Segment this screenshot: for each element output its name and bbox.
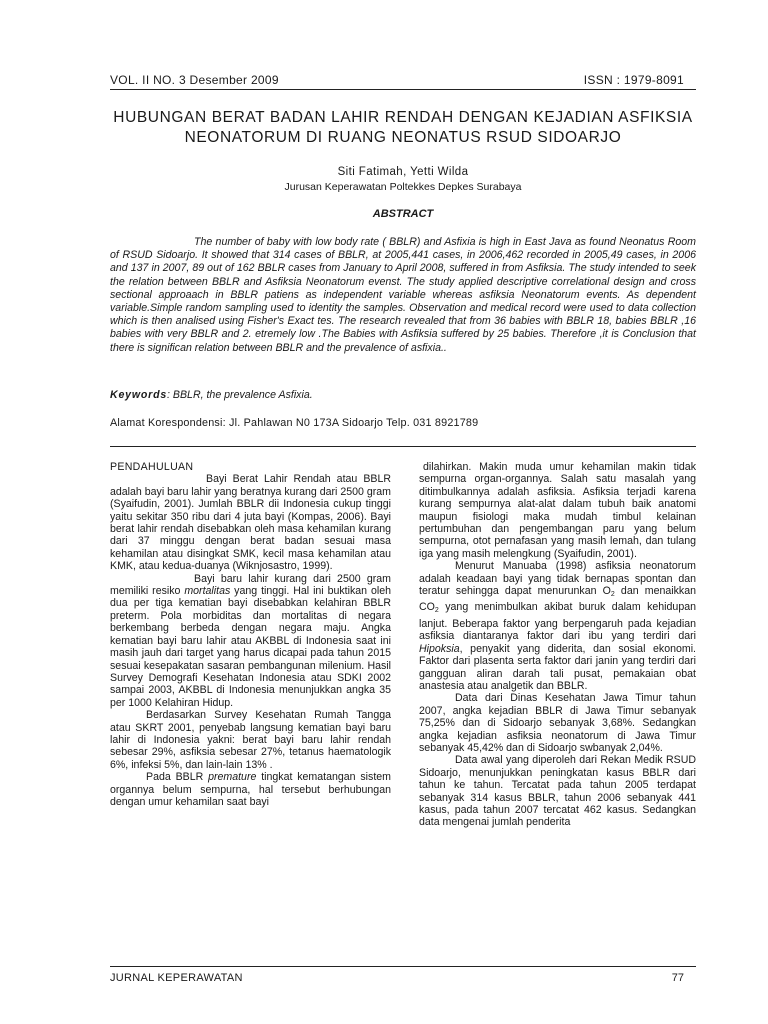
- affiliation: Jurusan Keperawatan Poltekkes Depkes Surabaya: [284, 181, 522, 193]
- header-rule: [110, 89, 696, 90]
- text-run: yang menimbulkan akibat buruk dalam kehidupan lanjut. Beberapa faktor yang berpengaruh pada kejadian asfiksia diantaranya faktor dari ibu yang terdiri dari: [419, 601, 696, 643]
- paragraph: Data dari Dinas Kesehatan Jawa Timur tahun 2007, angka kejadian BBLR di Jawa Timur sebanyak 75,25% dan di Sidoarjo sebanyak 3,68%. Sedangkan angka kejadian asfiksia neonatorum di Jawa Timur sebanyak 45,42% dan di Sidoarjo swbanyak 2,04%.: [419, 692, 696, 754]
- paragraph: Berdasarkan Survey Kesehatan Rumah Tangga atau SKRT 2001, penyebab langsung kematian bayi baru lahir di Indonesia yakni: berat bayi baru lahir rendah sebesar 29%, asfiksia sebesar 27%, tetanus haematologik 6%, infeksi 5%, dan lain-lain 13% .: [110, 709, 391, 771]
- correspondence-address: Alamat Korespondensi: Jl. Pahlawan N0 173A Sidoarjo Telp. 031 8921789: [110, 417, 479, 429]
- footer-rule: [110, 966, 696, 967]
- journal-volume: VOL. II NO. 3 Desember 2009: [110, 73, 279, 87]
- paragraph: Bayi Berat Lahir Rendah atau BBLR adalah bayi baru lahir yang beratnya kurang dari 2500 gram (Syaifudin, 2001). Jumlah BBLR dii Indonesia cukup tinggi yaitu sekitar 350 ribu dari 4 juta bayi (Kompas, 2006). Bayi berat lahir rendah disebabkan oleh masa kehamilan kurang dari 37 minggu dengan berat badan sesuai masa kehamilan atau disingkat SMK, kecil masa kehamilan atau KMK, atau kedua-duanya (Wiknjosastro, 1999).: [110, 473, 391, 573]
- paper-title-line-1: HUBUNGAN BERAT BADAN LAHIR RENDAH DENGAN KEJADIAN ASFIKSIA: [113, 109, 693, 126]
- paragraph: [419, 560, 696, 692]
- text-run: Bayi baru lahir kurang dari 2500 gram memiliki resiko: [110, 572, 391, 598]
- section-rule: [110, 446, 696, 447]
- keywords: [110, 389, 696, 401]
- paragraph: [110, 771, 391, 808]
- subscript: 2: [610, 591, 615, 599]
- keywords-label: Keywords: [110, 389, 168, 401]
- journal-issn: ISSN : 1979-8091: [583, 73, 684, 87]
- abstract-text: The number of baby with low body rate ( BBLR) and Asfixia is high in East Java as found Neonatus Room of RSUD Sidoarjo. It showed that 314 cases of BBLR, at 2005,441 cases, in 2006,462 recorded in 2005,49 cases, in 2006 and 137 in 2007, 89 out of 162 BBLR cases from January to April 2008, suffered in from Asfiksia. The study intended to seek the relation between BBLR and Asfiksia Neonatorum evenst. The study applied descriptive correlational design and cross sectional approaach in BBLR patiens as independent variable whereas asfiksia Neonatorum events. As dependent variable.Simple random sampling used to identity the samples. Observation and medical record were used to data collection which is then analised using Fisher's Exact tes. The research revealed that from 36 babies with BBLR 18, babies BBLR ,16 babies with very BBLR and 2. etremely low .The Babies with Asfiksia suffered by 25 babies. Therefore ,it is Conclusion that there is significan relation between BBLR and the prevalence of asfixia..: [110, 236, 696, 354]
- paper-title: [110, 108, 696, 148]
- authors: Siti Fatimah, Yetti Wilda: [337, 166, 469, 178]
- italic-term: mortalitas: [184, 585, 231, 598]
- paper-title-line-2: NEONATORUM DI RUANG NEONATUS RSUD SIDOARJO: [184, 129, 622, 146]
- keywords-text: : BBLR, the prevalence Asfixia.: [167, 389, 313, 401]
- paragraph: Data awal yang diperoleh dari Rekan Medik RSUD Sidoarjo, menunjukkan peningkatan kasus BBLR dari tahun ke tahun. Tercatat pada tahun 2005 terdapat sebanyak 314 kasus BBLR, tahun 2006 sebanyak 441 kasus, pada tahun 2007 tercatat 462 kasus. Sedangkan data mengenai jumlah penderita: [419, 754, 696, 829]
- text-run: tingkat kematangan sistem organnya belum sempurna, hal tersebut berhubungan dengan umur kehamilan saat bayi: [110, 771, 391, 808]
- left-column: [110, 461, 391, 808]
- text-run: Menurut Manuaba (1998) asfiksia neonatorum adalah keadaan bayi yang tidak bernapas spontan dan teratur sehingga dapat menurunkan O: [419, 560, 696, 598]
- text-run: , penyakit yang diderita, dan sosial ekonomi. Faktor dari plasenta serta faktor dari janin yang terdiri dari gangguan aliran darah tali pusat, pemakaian obat anastesia atau analgetik dan BBLR.: [419, 642, 696, 692]
- footer-journal-name: JURNAL KEPERAWATAN: [110, 972, 243, 984]
- page-number: 77: [671, 972, 684, 984]
- subscript: 2: [434, 607, 439, 615]
- abstract-heading: ABSTRACT: [372, 208, 434, 220]
- section-heading: PENDAHULUAN: [110, 461, 194, 473]
- right-column: [419, 461, 696, 829]
- text-run: Pada BBLR: [146, 771, 209, 784]
- italic-term: Hipoksia: [419, 642, 460, 655]
- paragraph: dilahirkan. Makin muda umur kehamilan makin tidak sempurna organ-organnya. Salah satu masalah yang ditimbulkannya adalah asfiksia. Asfiksia terjadi karena kurang sempurnya alat-alat dalam tubuh baik anatomi maupun fisiologi maka mudah timbul kelainan pertumbuhan dan pengembangan paru yang belum sempurna, otot pernafasan yang masih lemah, dan tulang iga yang masih melengkung (Syaifudin, 2001).: [419, 461, 696, 560]
- text-run: yang tinggi. Hal ini buktikan oleh dua per tiga kematian bayi disebabkan kelahiran BBLR preterm. Pola morbiditas dan mortalitas di negara berkembang berbeda dengan negara maju. Angka kematian bayi baru lahir atau AKBBL di Indonesia saat ini masih jauh dari target yang harus dicapai pada tahun 2015 sesuai kesepakatan sasaran pembangunan milenium. Hasil Survey Demografi Kesehatan Indonesia atau SDKI 2002 sampai 2003, AKBBL di Indonesia menunjukkan angka 35 per 1000 Kelahiran Hidup.: [110, 585, 391, 709]
- paragraph: [110, 573, 391, 709]
- text-run: dan menaikkan CO: [419, 585, 696, 614]
- italic-term: premature: [208, 771, 257, 784]
